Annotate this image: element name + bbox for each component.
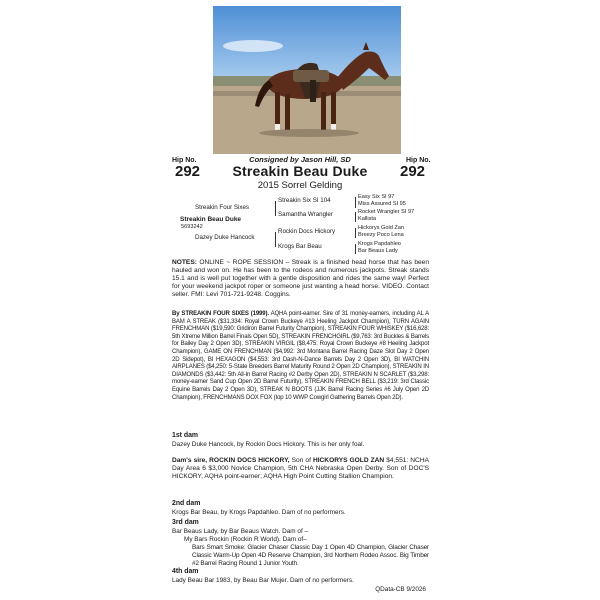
pedigree-g4: Kallista — [358, 216, 377, 222]
hip-number-left: 292 — [175, 163, 201, 180]
dam3-line1: Bar Beaus Lady, by Bar Beaus Watch. Dam of – — [172, 528, 309, 535]
damsire-mid: Son of — [291, 457, 311, 464]
pedigree-g8: Bar Beaus Lady — [358, 248, 398, 254]
dam3-line2: My Bars Rockin (Rockin R World). Dam of– — [184, 536, 307, 543]
hip-number-right: 292 — [400, 163, 426, 180]
dam4-text: Lady Beau Bar 1983, by Beau Bar Mujer. Dam of no performers. — [172, 577, 354, 584]
pedigree-line — [355, 244, 356, 254]
hip-label-right: Hip No. — [406, 157, 431, 164]
horse-description: 2015 Sorrel Gelding — [257, 180, 343, 191]
consigned-by: Consigned by Jason Hill, SD — [249, 155, 351, 164]
sire-text: AQHA point-earner. Sire of 31 money-earners, including AL A BAM A STREAK ($31,334: Royal Crown Buckeye #13 Heeling Jackpot Champion), TURN AGAIN FRENCHMAN ($19,590: Gridiron Barrel Futurity Champion), STREAKIN FOUR WHISKEY ($16,628: 5th Xtreme Million Barrel Finals Open 5D), STREAKIN FRENCHGIRL ($9,763: 3rd Buckles & Barrels for Bailey Day 2 Open 3D), STREAKIN VIRGIL ($8,475: Royal Crown Buckeye #8 Heeling Jackpot Champion), GAME ON FRENCHMAN ($4,992: 3rd Montana Barrel Racing Daze Slot Day 2 Open 2D Sidepot), BI HEXAGON ($4,553: 3rd Dash-N-Dance Barrels Day 2 Open 3D), BI WATCHIN AIRPLANES ($4,250: 5-State Breeders Barrel Maturity Round 2 Open 2D Champion), STREAKIN IN DIAMONDS ($3,442: 5th All-In Barrel Racing #2 Derby Open 2D), STREAKIN N SCARLET ($3,298: money-earner Sand Cup Open 2D Barrel Futurity), STREAKIN FRENCH BELL ($3,219: 3rd Classic Equine Barrels Day 2 Open 3D), STREAK N BOOTS (JJK Barrel Racing Series #6 July Open 2D Champion), FRENCHMANS DOX FOX (top 10 WWP Cowgirl Gathering Barrels Open 2D). — [172, 311, 429, 401]
pedigree-g5: Hickorys Gold Zan — [358, 225, 405, 231]
notes-paragraph — [172, 259, 429, 299]
dam1-heading: 1st dam — [172, 432, 199, 439]
dam4-heading: 4th dam — [172, 568, 199, 575]
pedigree-line — [275, 232, 276, 247]
pedigree-line — [275, 201, 276, 216]
horse-photo-illustration — [213, 6, 401, 154]
notes-text: ONLINE ~ ROPE SESSION – Streak is a finished head horse that has been hauled and won on. He has been to the rodeos and numerous jackpots. Streak stands 15.1 and is well put together with a gentle disposition and rides the same way! Perfect for your weekend jackpot roper or someone just wanting a head horse. VIDEO. Contact seller. FMI: Levi 701-721-9248. Coggins. — [172, 259, 429, 299]
pedigree-sire-dam: Samantha Wrangler — [278, 211, 333, 218]
sire-lead: By STREAKIN FOUR SIXES (1999). — [172, 311, 269, 317]
pedigree-g6: Breezy Poco Lena — [358, 232, 404, 238]
damsire-bold: HICKORYS GOLD ZAN — [312, 457, 385, 464]
pedigree-dam-sire: Rockin Docs Hickory — [278, 228, 336, 235]
dam2-heading: 2nd dam — [172, 500, 201, 507]
pedigree-g2: Miss Assured SI 95 — [358, 201, 406, 207]
damsire-lead: Dam's sire, ROCKIN DOCS HICKORY, — [172, 457, 290, 464]
pedigree-g7: Krogs Papdahleo — [358, 241, 401, 247]
horse-photo — [213, 6, 401, 154]
pedigree-line — [355, 228, 356, 238]
pedigree-line — [355, 212, 356, 222]
dam3-heading: 3rd dam — [172, 519, 199, 526]
pedigree-g1: Easy Six SI 97 — [358, 194, 395, 200]
pedigree-reg-no: 5693242 — [181, 224, 203, 230]
pedigree-sire-sire: Streakin Six SI 104 — [278, 197, 331, 204]
pedigree-line — [355, 197, 356, 208]
pedigree-dam: Dazey Duke Hancock — [195, 234, 255, 241]
dam1-text: Dazey Duke Hancock, by Rockin Docs Hickory. This is her only foal. — [172, 441, 365, 448]
pedigree-g3: Rocket Wrangler SI 97 — [358, 209, 415, 215]
sire-paragraph — [172, 311, 429, 402]
notes-label: NOTES: — [172, 259, 197, 266]
dam3-line3: Bars Smart Smoke: Glacier Chaser Classic Day 1 Open 4D Champion, Glacier Chaser Classic Warm-Up Open 4D Reserve Champion, 3rd Northern Rodeo Assoc. Big Timber #2 Barrel Racing Round 1 Junior Youth. — [192, 544, 429, 567]
pedigree-sire: Streakin Four Sixes — [195, 204, 249, 211]
damsire-text: $4,551: NCHA Day Area 6 $3,000 Novice Champion, 5th CHA Nebraska Open Derby. Son of DOC'S HICKORY, AQHA point-earner; AQHA High Point Cutting Stallion Champion. — [172, 457, 429, 481]
dam2-text: Krogs Bar Beau, by Krogs Papdahleo. Dam of no performers. — [172, 509, 346, 516]
footer-code: QData-CB 9/2026 — [375, 586, 426, 593]
pedigree-dam-dam: Krogs Bar Beau — [278, 243, 322, 250]
pedigree-horse: Streakin Beau Duke — [180, 216, 242, 223]
damsire-paragraph — [172, 457, 429, 481]
hip-label-left: Hip No. — [172, 157, 197, 164]
horse-name: Streakin Beau Duke — [232, 163, 368, 179]
